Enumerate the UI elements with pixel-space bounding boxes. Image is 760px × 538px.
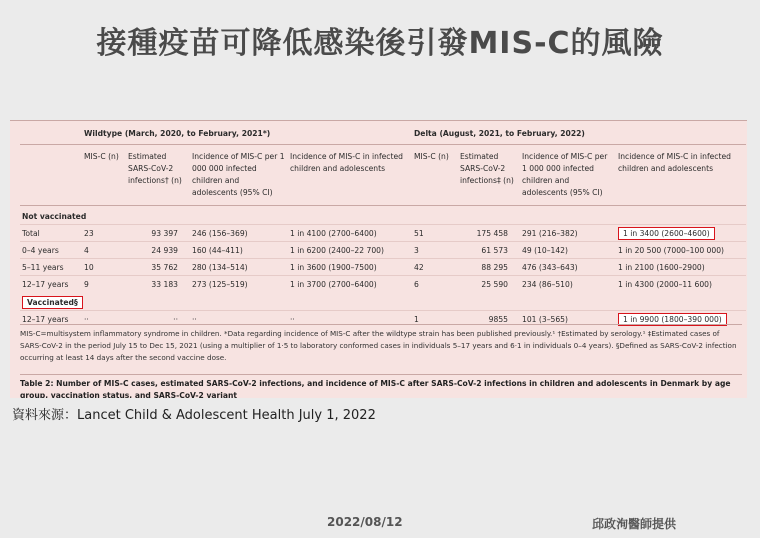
- cell: 10: [82, 259, 126, 276]
- divider: [10, 120, 747, 121]
- cell: 1 in 2100 (1600–2900): [616, 259, 746, 276]
- col-header: Incidence of MIS-C per 1 000 000 infected children and adolescents (95% CI): [520, 145, 616, 206]
- cell: 246 (156–369): [190, 225, 288, 242]
- col-header: Estimated SARS-CoV-2 infections‡ (n): [458, 145, 520, 206]
- source-citation: 資料來源：Lancet Child & Adolescent Health July 1, 2022: [12, 408, 376, 423]
- highlight-box: Vaccinated§: [22, 296, 83, 309]
- table-row: [20, 276, 746, 293]
- row-label: 0–4 years: [20, 242, 82, 259]
- cell: 24 939: [126, 242, 190, 259]
- cell: 42: [412, 259, 458, 276]
- cell: 6: [412, 276, 458, 293]
- table-footnote: MIS-C=multisystem inflammatory syndrome in children. *Data regarding incidence of MIS-C after the wildtype strain has been published previously.¹ †Estimated by serology.¹ ‡Estimated cases of SARS-CoV-2 in the period July 15 to Dec 15, 2021 (using a multiplier of 1·5 to laboratory conformed cases in individuals 5–17 years and 6·1 in individuals 0–4 years). §Defined as SARS-CoV-2 infection occurring at least 14 days after the second vaccine dose.: [20, 324, 742, 364]
- cell: 1 in 20 500 (7000–100 000): [616, 242, 746, 259]
- table-panel: [10, 120, 747, 398]
- cell: ··: [82, 311, 126, 328]
- header-blank: [20, 145, 82, 206]
- cell: 33 183: [126, 276, 190, 293]
- cell: 1 in 4100 (2700–6400): [288, 225, 412, 242]
- col-header: Estimated SARS-CoV-2 infections† (n): [126, 145, 190, 206]
- cell: 9855: [458, 311, 520, 328]
- row-label: Total: [20, 225, 82, 242]
- cell: 1 in 3700 (2700–6400): [288, 276, 412, 293]
- cell: 234 (86–510): [520, 276, 616, 293]
- highlight-box: 1 in 3400 (2600–4600): [618, 227, 715, 240]
- cell: 4: [82, 242, 126, 259]
- col-header: MIS-C (n): [412, 145, 458, 206]
- page-title: 接種疫苗可降低感染後引發MIS-C的風險: [96, 26, 664, 61]
- table-row: [20, 242, 746, 259]
- cell: ··: [190, 311, 288, 328]
- cell: 291 (216–382): [520, 225, 616, 242]
- row-label: 12–17 years: [20, 311, 82, 328]
- cell: 273 (125–519): [190, 276, 288, 293]
- cell: ··: [126, 311, 190, 328]
- cell: 1: [412, 311, 458, 328]
- table-row: [20, 259, 746, 276]
- cell: 61 573: [458, 242, 520, 259]
- cell: 88 295: [458, 259, 520, 276]
- table-row: [20, 225, 746, 242]
- cell: ··: [288, 311, 412, 328]
- cell: 23: [82, 225, 126, 242]
- cell: 93 397: [126, 225, 190, 242]
- cell: 9: [82, 276, 126, 293]
- date-label: 2022/08/12: [327, 515, 403, 529]
- col-header: Incidence of MIS-C per 1 000 000 infected children and adolescents (95% CI): [190, 145, 288, 206]
- table-caption: Table 2: Number of MIS-C cases, estimated SARS-CoV-2 infections, and incidence of MIS-C after SARS-CoV-2 infections in children and adolescents in Denmark by age group, vaccination status, and SARS-CoV-2 variant: [20, 374, 742, 398]
- cell: 51: [412, 225, 458, 242]
- cell: 25 590: [458, 276, 520, 293]
- col-header: Incidence of MIS-C in infected children and adolescents: [616, 145, 746, 206]
- cell: 3: [412, 242, 458, 259]
- mis-c-table: [20, 122, 746, 327]
- group-header-wildtype: Wildtype (March, 2020, to February, 2021*): [82, 122, 412, 145]
- cell: 280 (134–514): [190, 259, 288, 276]
- cell: 160 (44–411): [190, 242, 288, 259]
- cell: 101 (3–565): [520, 311, 616, 328]
- cell: 1 in 6200 (2400–22 700): [288, 242, 412, 259]
- header-blank: [20, 122, 82, 145]
- cell: 175 458: [458, 225, 520, 242]
- group-header-delta: Delta (August, 2021, to February, 2022): [412, 122, 746, 145]
- provider-label: 邱政洵醫師提供: [592, 517, 677, 531]
- highlight-box: 1 in 9900 (1800–390 000): [618, 313, 727, 326]
- col-header: Incidence of MIS-C in infected children and adolescents: [288, 145, 412, 206]
- section-vaccinated: [20, 292, 746, 311]
- cell: 49 (10–142): [520, 242, 616, 259]
- section-not-vaccinated: Not vaccinated: [22, 212, 87, 221]
- row-label: 12–17 years: [20, 276, 82, 293]
- cell: 476 (343–643): [520, 259, 616, 276]
- cell-highlighted: [616, 225, 746, 242]
- row-label: 5–11 years: [20, 259, 82, 276]
- cell: 35 762: [126, 259, 190, 276]
- col-header: MIS-C (n): [82, 145, 126, 206]
- cell: 1 in 4300 (2000–11 600): [616, 276, 746, 293]
- cell: 1 in 3600 (1900–7500): [288, 259, 412, 276]
